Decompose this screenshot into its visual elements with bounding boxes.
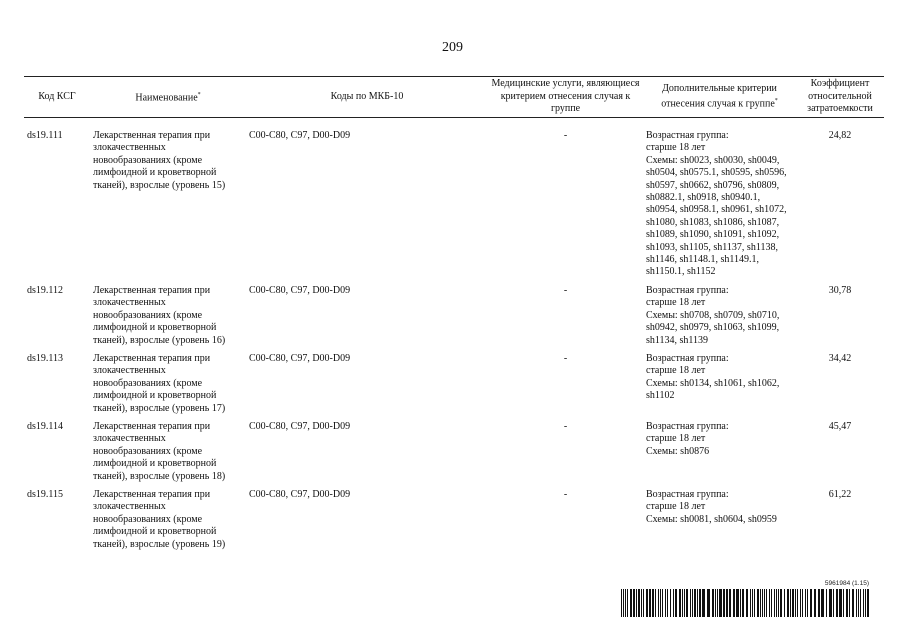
barcode-bar [697, 589, 698, 617]
cell-name: Лекарственная терапия при злокачественных новообразованиях (кроме лимфоидной и кроветворной тканей), взрослые (уровень 19) [93, 488, 226, 550]
criteria-line: Возрастная группа: [646, 284, 729, 296]
barcode-bar [699, 589, 701, 617]
barcode-bar [771, 589, 772, 617]
barcode-bar [670, 589, 671, 617]
cell-mkb: C00-C80, C97, D00-D09 [249, 488, 351, 500]
criteria-line: старше 18 лет [646, 501, 706, 513]
barcode-bar [684, 589, 685, 617]
footnote-mark: * [774, 98, 778, 105]
barcode-bar [774, 589, 775, 617]
barcode-bar [729, 589, 731, 617]
barcode-bar [807, 589, 808, 617]
barcode-bar [787, 589, 789, 617]
criteria-line: Возрастная группа: [646, 352, 729, 364]
cell-coef: 30,78 [828, 284, 852, 296]
criteria-line: Схемы: sh0708, sh0709, sh0710, sh0942, sh0979, sh1063, sh1099, sh1134, sh1139 [646, 309, 780, 346]
barcode-bar [754, 589, 755, 617]
criteria-line: Схемы: sh0876 [646, 445, 710, 457]
barcode-bar [630, 589, 632, 617]
barcode-bar [784, 589, 785, 617]
barcode-bar [867, 589, 869, 617]
criteria-line: Схемы: sh0023, sh0030, sh0049, sh0504, sh0575.1, sh0595, sh0596, sh0597, sh0662, sh0796, sh0809, sh0882.1, sh0918, sh0940.1, sh0954, sh0958.1, sh0961, sh1072, sh1080, sh1083, sh1086, sh1087, sh1089, sh1090, sh1091, sh1092, sh1093, sh1105, sh1137, sh1138, sh1146, sh1148.1, sh1149.1, sh1150.1, sh1152 [646, 154, 787, 278]
cell-criteria [643, 118, 796, 285]
barcode-bar [805, 589, 806, 617]
barcode-bar [638, 589, 640, 617]
barcode-bar [694, 589, 696, 617]
cell-name: Лекарственная терапия при злокачественных новообразованиях (кроме лимфоидной и кроветворной тканей), взрослые (уровень 18) [93, 420, 226, 482]
barcode-bar [764, 589, 765, 617]
barcode-bar [760, 589, 761, 617]
barcode-bar [646, 589, 648, 617]
cell-code: ds19.115 [27, 488, 64, 500]
table-row [24, 118, 884, 285]
cell-criteria [643, 285, 796, 353]
barcode-bar [752, 589, 753, 617]
cell-coef: 45,47 [828, 420, 852, 432]
barcode-bar [818, 589, 820, 617]
barcode-bar [849, 589, 850, 617]
barcode-bar [633, 589, 635, 617]
barcode-bar [736, 589, 739, 617]
barcode-bar [726, 589, 728, 617]
cell-coef: 34,42 [828, 352, 852, 364]
barcode-bar [636, 589, 637, 617]
criteria-line: старше 18 лет [646, 297, 706, 309]
table-body [24, 118, 884, 558]
barcode-bar [707, 589, 710, 617]
barcode-bar [643, 589, 644, 617]
barcode-bar [665, 589, 666, 617]
barcode-bar [769, 589, 770, 617]
barcode-bar [621, 589, 622, 617]
criteria-line: Схемы: sh0134, sh1061, sh1062, sh1102 [646, 377, 780, 402]
barcode-bar [795, 589, 796, 617]
barcode-bar [625, 589, 626, 617]
barcode-bar [858, 589, 859, 617]
barcode-bar [826, 589, 827, 617]
barcode-bar [750, 589, 751, 617]
barcode-bar [623, 589, 624, 617]
cell-mkb: C00-C80, C97, D00-D09 [249, 420, 351, 432]
barcode-bar [800, 589, 801, 617]
barcode-bar [757, 589, 759, 617]
criteria-line: Возрастная группа: [646, 130, 729, 141]
criteria-line: Возрастная группа: [646, 488, 729, 500]
table-row [24, 353, 884, 421]
barcode-bar [762, 589, 763, 617]
barcode-bar [702, 589, 705, 617]
barcode-caption: 5961984 (1.15) [824, 580, 869, 587]
barcode-bar [852, 589, 854, 617]
barcode-bar [821, 589, 824, 617]
barcode-bar [780, 589, 782, 617]
barcode-bar [692, 589, 693, 617]
barcode-bar [802, 589, 803, 617]
barcode-bar [810, 589, 812, 617]
header-mkb: Коды по МКБ-10 [246, 77, 488, 118]
barcode [621, 580, 881, 630]
cell-mkb: C00-C80, C97, D00-D09 [249, 284, 351, 296]
barcode-bar [833, 589, 834, 617]
cell-name: Лекарственная терапия при злокачественных новообразованиях (кроме лимфоидной и кроветворной тканей), взрослые (уровень 16) [93, 284, 226, 346]
barcode-bar [797, 589, 798, 617]
cell-services: - [563, 284, 568, 296]
barcode-bar [641, 589, 642, 617]
barcode-bar [766, 589, 767, 617]
barcode-bar [839, 589, 842, 617]
barcode-image [621, 589, 871, 617]
cell-criteria [643, 421, 796, 489]
header-name: Наименование* [90, 77, 246, 118]
cell-services: - [563, 420, 568, 432]
barcode-bar [863, 589, 864, 617]
barcode-bar [627, 589, 628, 617]
barcode-bar [814, 589, 816, 617]
barcode-bar [723, 589, 725, 617]
barcode-bar [673, 589, 674, 617]
barcode-bar [652, 589, 654, 617]
barcode-bar [843, 589, 844, 617]
header-services: Медицинские услуги, являющиеся критерием отнесения случая к группе [488, 77, 643, 118]
cell-criteria [643, 489, 796, 557]
cell-name: Лекарственная терапия при злокачественных новообразованиях (кроме лимфоидной и кроветворной тканей), взрослые (уровень 15) [93, 130, 226, 191]
cell-services: - [563, 130, 568, 141]
barcode-bar [675, 589, 677, 617]
barcode-bar [740, 589, 741, 617]
barcode-bar [712, 589, 714, 617]
barcode-bar [667, 589, 668, 617]
barcode-bar [829, 589, 832, 617]
cell-coef: 61,22 [828, 488, 852, 500]
barcode-bar [856, 589, 857, 617]
criteria-line: старше 18 лет [646, 433, 706, 445]
barcode-bar [846, 589, 848, 617]
barcode-bar [746, 589, 748, 617]
barcode-bar [717, 589, 718, 617]
barcode-bar [679, 589, 681, 617]
barcode-bar [719, 589, 722, 617]
ksg-table [24, 76, 884, 557]
barcode-bar [690, 589, 691, 617]
barcode-bar [649, 589, 651, 617]
table-header [24, 77, 884, 118]
cell-code: ds19.112 [27, 284, 64, 296]
cell-code: ds19.111 [27, 130, 63, 141]
table-row [24, 489, 884, 557]
barcode-bar [742, 589, 744, 617]
barcode-bar [792, 589, 794, 617]
cell-services: - [563, 488, 568, 500]
barcode-bar [658, 589, 659, 617]
barcode-bar [662, 589, 663, 617]
header-coef: Коэффициент относительной затратоемкости [796, 77, 884, 118]
table-row [24, 285, 884, 353]
barcode-bar [865, 589, 866, 617]
criteria-line: Схемы: sh0081, sh0604, sh0959 [646, 513, 777, 525]
header-code: Код КСГ [24, 77, 90, 118]
barcode-bar [733, 589, 735, 617]
barcode-bar [776, 589, 777, 617]
cell-criteria [643, 353, 796, 421]
cell-services: - [563, 352, 568, 364]
barcode-bar [682, 589, 683, 617]
cell-mkb: C00-C80, C97, D00-D09 [249, 130, 351, 141]
header-criteria: Дополнительные критерии отнесения случая к группе* [643, 77, 796, 118]
cell-name: Лекарственная терапия при злокачественных новообразованиях (кроме лимфоидной и кроветворной тканей), взрослые (уровень 17) [93, 352, 226, 414]
criteria-line: Возрастная группа: [646, 420, 729, 432]
barcode-bar [836, 589, 838, 617]
table-row [24, 421, 884, 489]
footnote-mark: * [197, 92, 201, 99]
page-number: 209 [442, 40, 463, 55]
barcode-bar [660, 589, 661, 617]
cell-mkb: C00-C80, C97, D00-D09 [249, 352, 351, 364]
criteria-line: старше 18 лет [646, 365, 706, 377]
barcode-bar [686, 589, 688, 617]
barcode-bar [655, 589, 656, 617]
barcode-bar [778, 589, 779, 617]
barcode-bar [715, 589, 716, 617]
cell-code: ds19.113 [27, 352, 64, 364]
cell-code: ds19.114 [27, 420, 64, 432]
criteria-line: старше 18 лет [646, 142, 706, 154]
barcode-bar [790, 589, 791, 617]
cell-coef: 24,82 [828, 130, 852, 141]
barcode-bar [860, 589, 861, 617]
